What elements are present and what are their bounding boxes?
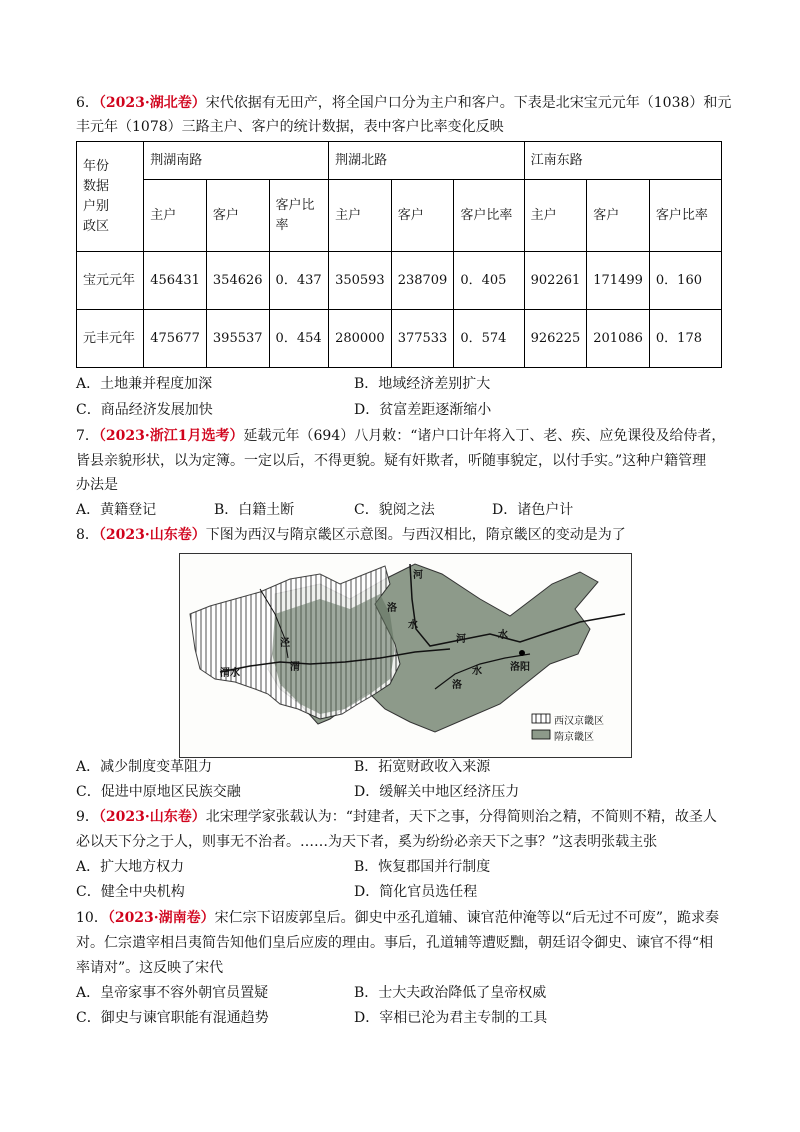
map-label-jing: 泾: [280, 638, 290, 649]
map-label-luo: 洛: [387, 603, 397, 614]
sub-header: 主户: [524, 180, 587, 252]
map-label-luoshui: 洛: [452, 680, 462, 691]
map-label-wei: 渭: [290, 662, 300, 673]
table-cell: 0．178: [649, 310, 721, 368]
table-corner-cell: 年份 数据 户别 政区: [77, 142, 144, 252]
q9-option-d[interactable]: D．简化官员选任程: [354, 884, 478, 900]
q10-stem-line3: 率请对”。这反映了宋代: [76, 960, 224, 976]
q8-option-b[interactable]: B．拓宽财政收入来源: [354, 759, 491, 775]
year-cell: 宝元元年: [77, 252, 144, 310]
table-row: [77, 252, 722, 310]
sub-header: 客户比率: [454, 180, 524, 252]
q6-option-a[interactable]: A．土地兼并程度加深: [76, 376, 213, 392]
q10-text-1: 宋仁宗下诏废郭皇后。御史中丞孔道辅、谏官范仲淹等以“后无过不可废”，跪求奏: [214, 910, 719, 926]
q6-data-table: [76, 141, 722, 368]
q8-option-d[interactable]: D．缓解关中地区经济压力: [354, 784, 520, 800]
q7-stem-line2: 皆县亲貌形状，以为定簿。一定以后，不得更貌。疑有奸欺者，听随事貌定，以付手实。”这种户籍管理: [76, 453, 707, 469]
sub-header: 客户: [391, 180, 454, 252]
q10-stem-line2: 对。仁宗遣宰相吕夷简告知他们皇后应废的理由。事后，孔道辅等遭贬黜，朝廷诏令御史、谏官不得“相: [76, 935, 714, 951]
q10-stem-line1: [76, 908, 719, 928]
q8-text-1: 下图为西汉与隋京畿区示意图。与西汉相比，隋京畿区的变动是为了: [205, 527, 626, 543]
q7-stem-line3: 办法是: [76, 477, 118, 493]
map-label-shui3: 水: [472, 666, 482, 677]
map-label-luoyang: 洛阳: [510, 662, 530, 673]
map-label-weishui: 渭水: [220, 668, 240, 679]
map-label-he: 河: [413, 570, 423, 581]
q9-text-1: 北宋理学家张载认为：“封建者，天下之事，分得简则治之精，不简则不精，故圣人: [205, 809, 717, 825]
q6-option-d[interactable]: D．贫富差距逐渐缩小: [354, 402, 492, 418]
q8-option-a[interactable]: A．减少制度变革阻力: [76, 759, 213, 775]
region-header-2: 荆湖北路: [329, 142, 525, 180]
q7-number: 7．: [76, 428, 99, 444]
q6-stem-line2: 丰元年（1078）三路主户、客户的统计数据，表中客户比率变化反映: [76, 119, 504, 135]
sub-header: 客户比率: [269, 180, 329, 252]
year-cell: 元丰元年: [77, 310, 144, 368]
map-label-shui: 水: [408, 620, 418, 631]
table-cell: 0．405: [454, 252, 524, 310]
capital-region-map: [179, 553, 632, 758]
q7-text-1: 延载元年（694）八月敕：“诸户口计年将入丁、老、疾、应免课役及给侍者，: [243, 428, 726, 444]
q10-option-b[interactable]: B．士大夫政治降低了皇帝权威: [354, 985, 547, 1001]
table-cell: 456431: [144, 252, 207, 310]
sub-header: 客户: [206, 180, 269, 252]
table-cell: 171499: [587, 252, 650, 310]
table-cell: 201086: [587, 310, 650, 368]
sub-header: 客户: [587, 180, 650, 252]
q7-option-c[interactable]: C．貌阅之法: [354, 502, 435, 518]
legend-han-swatch: [532, 714, 550, 723]
q9-option-c[interactable]: C．健全中央机构: [76, 884, 185, 900]
table-cell: 902261: [524, 252, 587, 310]
table-cell: 377533: [391, 310, 454, 368]
legend-han-label: 西汉京畿区: [554, 716, 604, 727]
table-row: [77, 310, 722, 368]
q7-stem-line1: [76, 426, 725, 446]
q7-source-tag: （2023·浙江1月选考）: [98, 428, 244, 444]
q8-number: 8．: [76, 527, 99, 543]
q10-option-d[interactable]: D．宰相已沦为君主专制的工具: [354, 1010, 548, 1026]
table-cell: 238709: [391, 252, 454, 310]
q9-stem-line2: 必以天下分之于人，则事无不治者。……为天下者，奚为纷纷必亲天下之事？”这表明张载主张: [76, 834, 658, 850]
sub-header: 主户: [329, 180, 392, 252]
table-cell: 0．574: [454, 310, 524, 368]
q9-number: 9．: [76, 809, 99, 825]
table-cell: 350593: [329, 252, 392, 310]
q7-option-b[interactable]: B．白籍土断: [214, 502, 295, 518]
q6-source-tag: （2023·湖北卷）: [98, 95, 206, 111]
q6-text-1: 宋代依据有无田产，将全国户口分为主户和客户。下表是北宋宝元元年（1038）和元: [205, 95, 732, 111]
legend-sui-swatch: [532, 730, 550, 739]
q8-source-tag: （2023·山东卷）: [98, 527, 206, 543]
q9-source-tag: （2023·山东卷）: [98, 809, 206, 825]
q10-option-c[interactable]: C．御史与谏官职能有混通趋势: [76, 1010, 269, 1026]
sub-header: 主户: [144, 180, 207, 252]
q6-option-c[interactable]: C．商品经济发展加快: [76, 402, 213, 418]
q7-option-a[interactable]: A．黄籍登记: [76, 502, 157, 518]
q8-option-c[interactable]: C．促进中原地区民族交融: [76, 784, 241, 800]
table-cell: 0．454: [269, 310, 329, 368]
q10-number: 10．: [76, 910, 108, 926]
q10-option-a[interactable]: A．皇帝家事不容外朝官员置疑: [76, 985, 269, 1001]
q6-option-b[interactable]: B．地域经济差别扩大: [354, 376, 491, 392]
q9-option-b[interactable]: B．恢复郡国并行制度: [354, 859, 491, 875]
table-cell: 475677: [144, 310, 207, 368]
table-cell: 926225: [524, 310, 587, 368]
map-label-shui2: 水: [498, 630, 508, 641]
q9-stem-line1: [76, 807, 717, 827]
region-header-1: 荆湖南路: [144, 142, 329, 180]
table-cell: 0．437: [269, 252, 329, 310]
luoyang-marker: [519, 650, 525, 656]
table-cell: 354626: [206, 252, 269, 310]
table-cell: 0．160: [649, 252, 721, 310]
map-label-he2: 河: [456, 634, 466, 645]
q9-option-a[interactable]: A．扩大地方权力: [76, 859, 185, 875]
q10-source-tag: （2023·湖南卷）: [107, 910, 215, 926]
sub-header: 客户比率: [649, 180, 721, 252]
table-cell: 280000: [329, 310, 392, 368]
legend-sui-label: 隋京畿区: [554, 732, 594, 743]
q6-stem-line1: [76, 93, 731, 113]
region-header-3: 江南东路: [524, 142, 721, 180]
q6-number: 6．: [76, 95, 99, 111]
table-cell: 395537: [206, 310, 269, 368]
q7-option-d[interactable]: D．诸色户计: [492, 502, 574, 518]
q8-stem-line1: [76, 525, 626, 545]
